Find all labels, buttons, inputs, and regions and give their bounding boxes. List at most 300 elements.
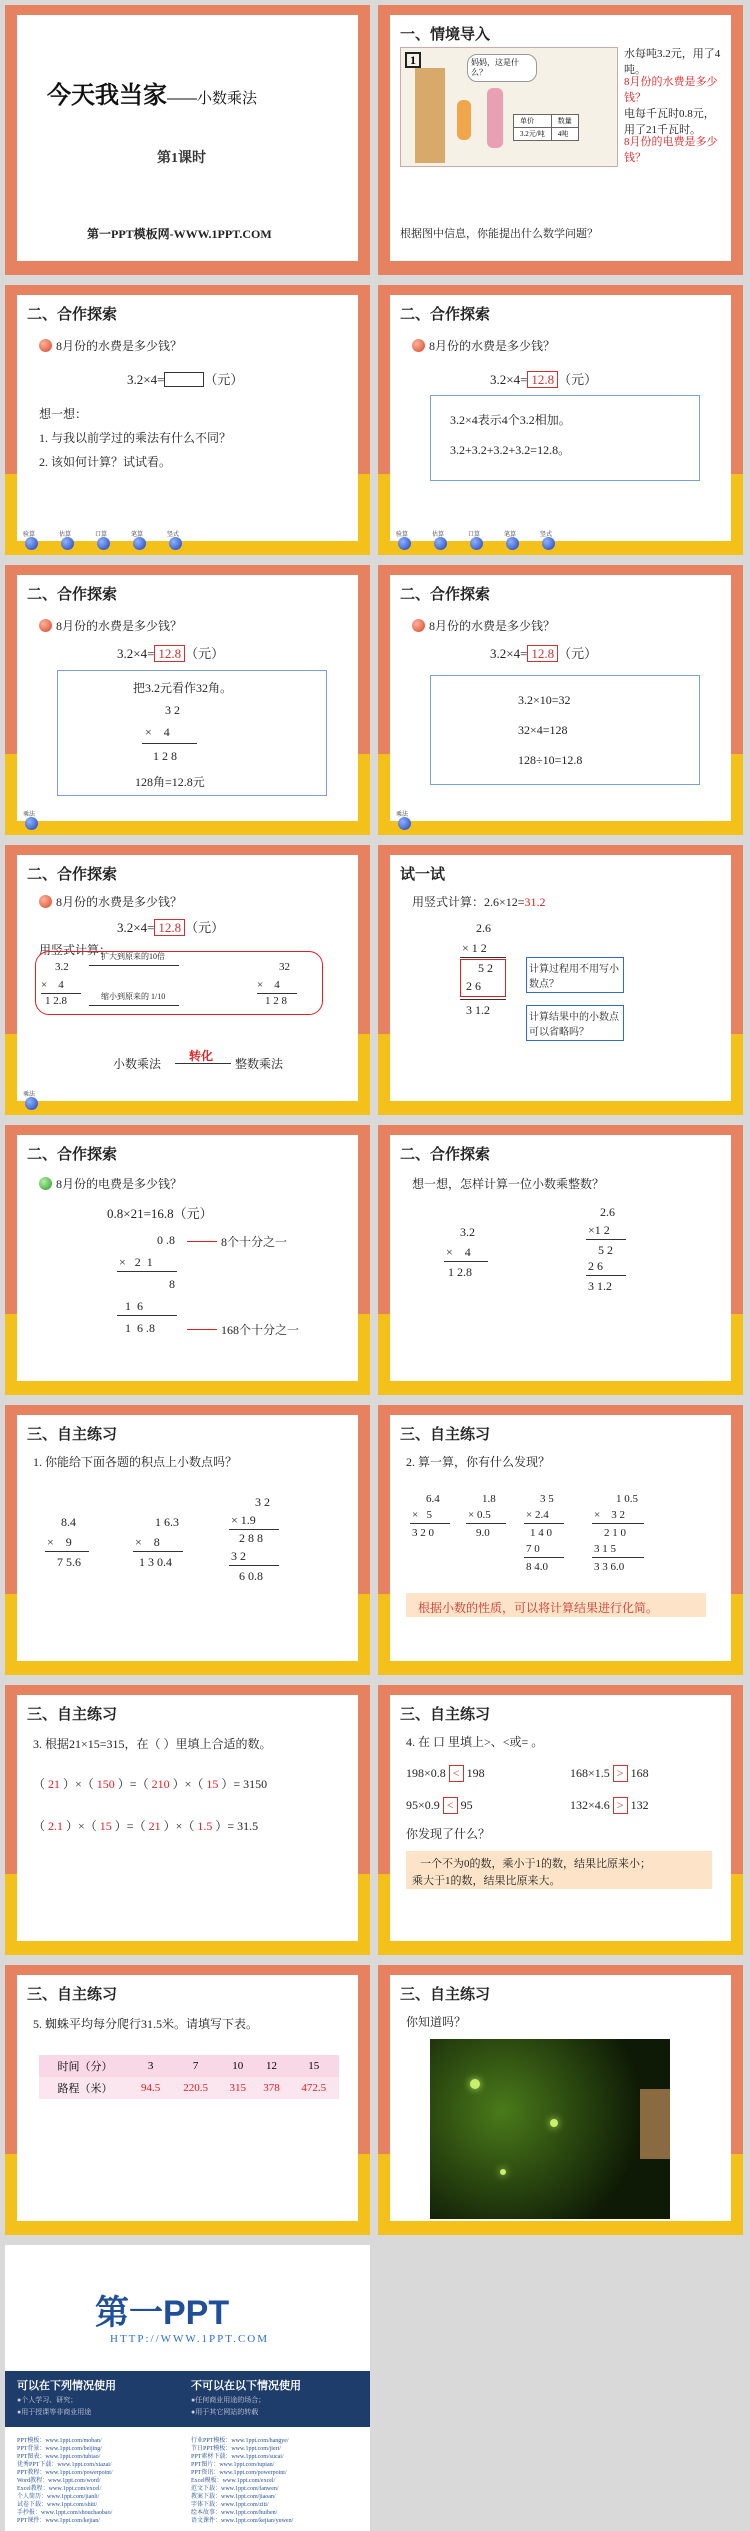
unit: （元）: [185, 920, 225, 935]
r2-d: 1.5: [197, 1819, 213, 1833]
rate-table: [39, 2055, 339, 2099]
cmp-4-val: 132: [630, 1798, 649, 1812]
ann-line-a: [187, 1241, 217, 1242]
slide-title: 三、自主练习: [27, 1986, 118, 2003]
step-2: 32×4=128: [518, 723, 568, 737]
equation-text: 3.2×4=: [127, 372, 165, 387]
nav-ball-label: 乘法: [396, 812, 409, 818]
convert-to: 整数乘法: [235, 1057, 284, 1071]
link-item[interactable]: 绘本故事：www.1ppt.com/huiben/: [191, 2510, 278, 2516]
nav-ball-3-label: 口算: [95, 532, 108, 538]
nav-ball-4[interactable]: [133, 537, 146, 550]
nav-ball-5[interactable]: [169, 537, 182, 550]
time-cell: 10: [232, 2060, 244, 2072]
unit: （元）: [558, 646, 598, 661]
cmp-1: [406, 1765, 485, 1782]
distance-cell: 315: [229, 2082, 247, 2094]
nav-ball-2[interactable]: [434, 537, 447, 550]
slide-10[interactable]: [378, 1125, 743, 1395]
question: [412, 337, 555, 354]
slide-11-card: [17, 1415, 358, 1661]
step-3: 128÷10=12.8: [518, 753, 583, 767]
link-item[interactable]: PPT教程：www.1ppt.com/powerpoint/: [17, 2470, 113, 2476]
link-item[interactable]: Word教程：www.1ppt.com/word/: [17, 2478, 101, 2484]
slide-14[interactable]: [378, 1685, 743, 1955]
speech-bubble: 妈妈，这是什么？: [467, 54, 537, 82]
link-item[interactable]: PPT素材下载：www.1ppt.com/sucai/: [191, 2454, 284, 2460]
task-answer: 31.2: [524, 895, 546, 909]
left-c: 1 2.8: [448, 1265, 472, 1279]
vert-d: 2 6: [466, 979, 481, 993]
task-text: 用竖式计算：2.6×12=: [412, 895, 525, 909]
slide-title: 一、情境导入: [400, 26, 491, 43]
slide-title: 二、合作探索: [27, 866, 118, 883]
ann-line-e: [187, 1329, 217, 1330]
vertical-a: 3 2: [165, 703, 180, 717]
glow-dot: [500, 2169, 506, 2175]
nav-ball-5-label: 竖式: [540, 532, 553, 538]
bullet-icon: [412, 619, 425, 632]
can-1: ●个人学习、研究；: [17, 2396, 78, 2404]
slide-12-card: [390, 1415, 731, 1661]
right-c: 5 2: [598, 1243, 613, 1257]
equation-text: 3.2×4=: [117, 646, 155, 661]
nav-ball-1-label: 验算: [396, 532, 409, 538]
slide-title: 二、合作探索: [27, 1146, 118, 1163]
slide-7[interactable]: [5, 845, 370, 1115]
distance-cell: 472.5: [301, 2082, 327, 2094]
nav-ball[interactable]: [398, 817, 411, 830]
question: 4. 在 口 里填上>、<或= 。: [406, 1735, 544, 1749]
note-2: 计算结果中的小数点可以省略吗？: [526, 1005, 624, 1041]
question: [412, 617, 555, 634]
cover-title: [47, 75, 257, 110]
c4-d: 3 1 5: [594, 1543, 616, 1555]
method-label: 用竖式计算：: [39, 943, 112, 957]
cmp-2: [570, 1765, 649, 1782]
step-1: 3.2×10=32: [518, 693, 571, 707]
scene-picture: [400, 47, 618, 167]
c4-b: × 3 2: [594, 1509, 625, 1521]
c3-b: × 2.4: [526, 1509, 549, 1521]
nav-ball-label: 乘法: [23, 1092, 36, 1098]
link-item[interactable]: 字体下载：www.1ppt.com/ziti/: [191, 2502, 269, 2508]
vert-e: 1 6 .8: [125, 1321, 155, 1335]
c3-line-2: [524, 1557, 564, 1558]
c1-b: × 5: [412, 1509, 432, 1521]
col1-b: × 9: [47, 1535, 72, 1549]
electric-question: 8月份的电费是多少钱？: [624, 136, 718, 164]
link-item[interactable]: 个人简历：www.1ppt.com/jianli/: [17, 2494, 100, 2500]
cmp-3: [406, 1797, 473, 1814]
slide-title: 二、合作探索: [400, 586, 491, 603]
bill-table: [513, 114, 579, 141]
cmp-4: [570, 1797, 649, 1814]
col3-a: 3 2: [255, 1495, 270, 1509]
link-item[interactable]: 手抄报：www.1ppt.com/shouchaobao/: [17, 2510, 113, 2516]
cmp-3-val: 95: [460, 1798, 473, 1812]
convert-arrow: [175, 1063, 231, 1064]
c4-line-2: [592, 1557, 644, 1558]
question-text: 8月份的水费是多少钱？: [56, 619, 183, 633]
vert-line-1: [460, 957, 506, 958]
footer-url: HTTP://WWW.1PPT.COM: [110, 2333, 270, 2345]
right-a: 2.6: [600, 1205, 615, 1219]
link-item[interactable]: PPT图表：www.1ppt.com/tubiao/: [17, 2454, 101, 2460]
bill-amount: 4吨: [551, 128, 578, 141]
bullet-icon: [412, 339, 425, 352]
slide-2-card: [390, 15, 731, 261]
slide-15[interactable]: [5, 1965, 370, 2235]
bullet-icon: [39, 619, 52, 632]
slide-16[interactable]: [378, 1965, 743, 2235]
side-photo: [640, 2089, 670, 2159]
prompt-2: 2. 该如何计算？试试看。: [39, 455, 172, 469]
cmp-2-val: 168: [630, 1766, 649, 1780]
answer-blank[interactable]: [164, 372, 204, 387]
conclusion-2: 乘大于1的数，结果比原来大。: [412, 1875, 561, 1887]
vert-b: × 1 2: [462, 941, 487, 955]
c4-e: 3 3 6.0: [594, 1561, 625, 1573]
slide-title: 二、合作探索: [400, 306, 491, 323]
water-info: 水每吨3.2元，用了4吨。: [624, 48, 721, 76]
cmp-4-expr: 132×4.6: [570, 1798, 610, 1812]
video-frame[interactable]: [430, 2039, 670, 2219]
ann-a: 8个十分之一: [221, 1235, 288, 1249]
link-item[interactable]: PPT课件：www.1ppt.com/kejian/: [17, 2518, 100, 2524]
distance-head: 路程（米）: [57, 2083, 113, 2095]
col3-d: 3 2: [231, 1549, 246, 1563]
links-left: [17, 2437, 187, 2525]
nav-ball-1[interactable]: [25, 537, 38, 550]
distance-cell: 220.5: [183, 2082, 209, 2094]
equation: [127, 369, 243, 388]
nav-ball-4[interactable]: [506, 537, 519, 550]
slide-2[interactable]: [378, 5, 743, 275]
link-item[interactable]: PPT图片：www.1ppt.com/tupian/: [191, 2462, 275, 2468]
slide-6-card: [390, 575, 731, 821]
r2-b: 15: [99, 1819, 112, 1833]
c3-e: 8 4.0: [526, 1561, 548, 1573]
slide-title: 二、合作探索: [27, 306, 118, 323]
link-item[interactable]: 优秀PPT下载：www.1ppt.com/xiazai/: [17, 2462, 112, 2468]
link-item[interactable]: Excel模板：www.1ppt.com/excel/: [191, 2478, 276, 2484]
time-row: [39, 2055, 339, 2077]
right-line: [257, 993, 297, 994]
bill-price: 3.2元/吨: [514, 128, 552, 141]
right-e: 3 1.2: [588, 1279, 612, 1293]
slide-13[interactable]: [5, 1685, 370, 1955]
slide-title: 二、合作探索: [400, 1146, 491, 1163]
slide-3-card: [17, 295, 358, 541]
glow-dot: [470, 2079, 480, 2089]
arrow-bottom-label: 缩小到原来的 1/10: [101, 992, 166, 1001]
slide-5-card: [17, 575, 358, 821]
question: [39, 337, 182, 354]
slide-10-card: [390, 1135, 731, 1381]
right-b: × 4: [257, 979, 280, 991]
left-b: × 4: [446, 1245, 471, 1259]
nav-ball-4-label: 笔算: [504, 532, 517, 538]
c4-line-1: [592, 1523, 644, 1524]
question: 你知道吗？: [406, 2015, 467, 2029]
question: 2. 算一算，你有什么发现？: [406, 1455, 551, 1469]
slide-6[interactable]: [378, 565, 743, 835]
explain-1: 3.2×4表示4个3.2相加。: [450, 413, 571, 427]
find-question: 你发现了什么？: [406, 1827, 491, 1841]
col2-c: 1 3 0.4: [139, 1555, 172, 1569]
vert-b: × 2 1: [119, 1255, 153, 1269]
r1-d: 15: [206, 1777, 219, 1791]
slide-3[interactable]: [5, 285, 370, 555]
c2-a: 1.8: [482, 1493, 496, 1505]
nav-ball-5-label: 竖式: [167, 532, 180, 538]
nav-ball-3[interactable]: [470, 537, 483, 550]
vertical-c: 1 2 8: [153, 749, 177, 763]
nav-ball-3[interactable]: [97, 537, 110, 550]
link-item[interactable]: PPT资讯：www.1ppt.com/powerpoint/: [191, 2470, 287, 2476]
sign-number: 1: [405, 52, 421, 68]
r1-c: 210: [151, 1777, 170, 1791]
distance-row: [39, 2077, 339, 2099]
r1-a: 21: [48, 1777, 61, 1791]
right-line-2: [586, 1275, 626, 1276]
lesson-label: 第1课时: [157, 151, 206, 166]
unit: （元）: [204, 372, 244, 387]
question: [39, 1175, 182, 1192]
right-c: 1 2 8: [265, 995, 287, 1007]
cmp-1-expr: 198×0.8: [406, 1766, 446, 1780]
think-label: 想一想：: [39, 407, 88, 421]
question: 想一想，怎样计算一位小数乘整数？: [412, 1177, 605, 1191]
vert-d: 1 6: [125, 1299, 143, 1313]
prompt-1: 1. 与我以前学过的乘法有什么不同？: [39, 431, 232, 445]
col3-e: 6 0.8: [239, 1569, 263, 1583]
slide-title: 试一试: [400, 866, 446, 883]
c2-line: [466, 1523, 506, 1524]
slide-5[interactable]: [5, 565, 370, 835]
slide-title: 二、合作探索: [27, 586, 118, 603]
col3-line-2: [229, 1565, 279, 1566]
answer: 12.8: [527, 645, 558, 662]
c3-d: 7 0: [526, 1543, 540, 1555]
slide-11[interactable]: [5, 1405, 370, 1675]
slide-title: 三、自主练习: [400, 1706, 491, 1723]
cannot-1: ●任何商业用途的场合；: [191, 2396, 266, 2404]
footer-logo: 第一PPT: [95, 2294, 230, 2332]
vert-line-2: [117, 1315, 177, 1316]
prompt-question: 根据图中信息，你能提出什么数学问题？: [400, 228, 598, 240]
question-text: 8月份的水费是多少钱？: [56, 339, 183, 353]
c4-a: 1 0.5: [616, 1493, 638, 1505]
answer: 12.8: [154, 919, 185, 936]
equation-text: 3.2×4=: [490, 372, 528, 387]
vert-c: 8: [169, 1277, 175, 1291]
link-item[interactable]: 试卷下载：www.1ppt.com/shiti/: [17, 2502, 98, 2508]
link-item[interactable]: PPT背景：www.1ppt.com/beijing/: [17, 2446, 102, 2452]
equation-text: 3.2×4=: [490, 646, 528, 661]
cmp-1-val: 198: [466, 1766, 485, 1780]
arrow-top-label: 扩大到原来的10倍: [101, 952, 165, 961]
equation-text: 3.2×4=: [117, 920, 155, 935]
c3-c: 1 4 0: [530, 1527, 552, 1539]
bill-head-price: 单价: [514, 115, 552, 128]
slide-9[interactable]: [5, 1125, 370, 1395]
link-item[interactable]: 语文课件：www.1ppt.com/kejian/yuwen/: [191, 2518, 294, 2524]
step-1: 把3.2元看作32角。: [133, 681, 233, 695]
cannot-2: ●用于其它网站的转载: [191, 2408, 259, 2416]
distance-cell: 94.5: [141, 2082, 161, 2094]
c4-c: 2 1 0: [604, 1527, 626, 1539]
answer: 12.8: [154, 645, 185, 662]
question: 5. 蜘蛛平均每分爬行31.5米。请填写下表。: [33, 2017, 259, 2031]
vert-line-1: [117, 1271, 177, 1272]
cmp-1-sign[interactable]: <: [449, 1765, 464, 1782]
footer-panel: [5, 2245, 370, 2531]
cannot-title: 不可以在以下情况使用: [191, 2380, 301, 2392]
links-right: [191, 2437, 361, 2525]
row-1: （ 21 ）×（ 150 ）=（ 210 ）×（ 15 ）= 3150: [33, 1777, 268, 1791]
right-line-1: [586, 1239, 626, 1240]
nav-ball-5[interactable]: [542, 537, 555, 550]
mother-figure: [487, 88, 503, 148]
vertical-b: × 4: [145, 725, 170, 739]
conclusion-1: 一个不为0的数，乘小于1的数，结果比原来小；: [420, 1858, 651, 1870]
cmp-2-sign[interactable]: >: [613, 1765, 628, 1782]
water-question: 8月份的水费是多少钱？: [624, 76, 718, 104]
footer-band: [5, 2371, 370, 2427]
slide-15-card: [17, 1975, 358, 2221]
cmp-3-sign[interactable]: <: [443, 1797, 458, 1814]
bullet-icon: [39, 895, 52, 908]
door: [415, 68, 445, 163]
question: 1. 你能给下面各题的积点上小数点吗？: [33, 1455, 238, 1469]
col1-c: 7 5.6: [57, 1555, 81, 1569]
time-cell: 12: [266, 2060, 278, 2072]
equation: 0.8×21=16.8（元）: [107, 1206, 213, 1221]
slide-8[interactable]: [378, 845, 743, 1115]
col3-b: × 1.9: [231, 1513, 256, 1527]
slide-7-card: [17, 855, 358, 1101]
equation: [490, 369, 597, 388]
question-text: 8月份的水费是多少钱？: [56, 895, 183, 909]
nav-ball-3-label: 口算: [468, 532, 481, 538]
vert-c: 5 2: [478, 961, 493, 975]
left-c: 1 2.8: [45, 995, 67, 1007]
nav-ball-1-label: 验算: [23, 532, 36, 538]
vert-a: 2.6: [476, 921, 491, 935]
link-item[interactable]: Excel教程：www.1ppt.com/excel/: [17, 2486, 102, 2492]
can-title: 可以在下列情况使用: [17, 2380, 116, 2392]
col2-b: × 8: [135, 1535, 160, 1549]
convert-from: 小数乘法: [113, 1057, 162, 1071]
col3-c: 2 8 8: [239, 1531, 263, 1545]
c1-line: [410, 1523, 450, 1524]
right-b: ×1 2: [588, 1223, 610, 1237]
vert-e: 3 1.2: [466, 1003, 490, 1017]
question-text: 8月份的水费是多少钱？: [429, 619, 556, 633]
slide-13-card: [17, 1695, 358, 1941]
c2-b: × 0.5: [468, 1509, 491, 1521]
slide-12[interactable]: [378, 1405, 743, 1675]
electric-info: 电每千瓦时0.8元，用了21千瓦时。: [624, 108, 715, 136]
r1-e: 3150: [243, 1777, 268, 1791]
c2-c: 9.0: [476, 1527, 490, 1539]
time-cell: 15: [308, 2060, 320, 2072]
link-item[interactable]: 教案下载：www.1ppt.com/jiaoan/: [191, 2494, 276, 2500]
time-cell: 7: [192, 2060, 199, 2072]
left-a: 3.2: [460, 1225, 475, 1239]
slide-title: 三、自主练习: [400, 1986, 491, 2003]
question: [39, 893, 182, 910]
question: [39, 617, 182, 634]
c1-c: 3 2 0: [412, 1527, 434, 1539]
explain-box: [430, 395, 700, 481]
glow-dot: [550, 2119, 558, 2127]
answer: 12.8: [527, 371, 558, 388]
r2-a: 2.1: [48, 1819, 64, 1833]
equation: [117, 643, 224, 662]
link-item[interactable]: 行业PPT模板：www.1ppt.com/hangye/: [191, 2438, 289, 2444]
nav-ball[interactable]: [25, 1097, 38, 1110]
slide-1[interactable]: [5, 5, 370, 275]
task: [412, 893, 546, 910]
left-b: × 4: [41, 979, 64, 991]
slide-9-card: [17, 1135, 358, 1381]
r1-b: 150: [96, 1777, 115, 1791]
slide-14-card: [390, 1695, 731, 1941]
slide-4[interactable]: [378, 285, 743, 555]
cover-subtitle: ——小数乘法: [167, 90, 258, 107]
equation: [490, 643, 597, 662]
slide-8-card: [390, 855, 731, 1101]
r2-c: 21: [148, 1819, 161, 1833]
cmp-4-sign[interactable]: >: [613, 1797, 628, 1814]
link-item[interactable]: 节日PPT模板：www.1ppt.com/jieri/: [191, 2446, 281, 2452]
right-d: 2 6: [588, 1259, 603, 1273]
nav-ball-2[interactable]: [61, 537, 74, 550]
unit: （元）: [558, 372, 598, 387]
c1-a: 6.4: [426, 1493, 440, 1505]
bill-head-amount: 数量: [551, 115, 578, 128]
question-text: 8月份的水费是多少钱？: [429, 339, 556, 353]
link-item[interactable]: PPT模板：www.1ppt.com/moban/: [17, 2438, 102, 2444]
col1-line: [45, 1551, 89, 1552]
vert-line-2: [460, 999, 506, 1000]
time-cell: 3: [147, 2060, 154, 2072]
nav-ball[interactable]: [25, 817, 38, 830]
conclusion: 根据小数的性质，可以将计算结果进行化简。: [418, 1601, 659, 1615]
nav-ball-2-label: 估算: [59, 532, 72, 538]
equation: [117, 917, 224, 936]
slide-1-card: [17, 15, 358, 261]
nav-ball-4-label: 笔算: [131, 532, 144, 538]
col3-line-1: [229, 1529, 279, 1530]
slide-16-card: [390, 1975, 731, 2221]
can-2: ●用于授课等非商业用途: [17, 2408, 92, 2416]
vert-a: 0 .8: [157, 1233, 175, 1247]
explain-2: 3.2+3.2+3.2+3.2=12.8。: [450, 443, 571, 457]
slide-title: 三、自主练习: [27, 1706, 118, 1723]
left-a: 3.2: [55, 961, 69, 973]
nav-ball-1[interactable]: [398, 537, 411, 550]
slide-title: 三、自主练习: [27, 1426, 118, 1443]
ann-e: 168个十分之一: [221, 1323, 300, 1337]
slide-title: 三、自主练习: [400, 1426, 491, 1443]
c3-line-1: [524, 1523, 564, 1524]
link-item[interactable]: 范文下载：www.1ppt.com/fanwen/: [191, 2486, 279, 2492]
cmp-2-expr: 168×1.5: [570, 1766, 610, 1780]
